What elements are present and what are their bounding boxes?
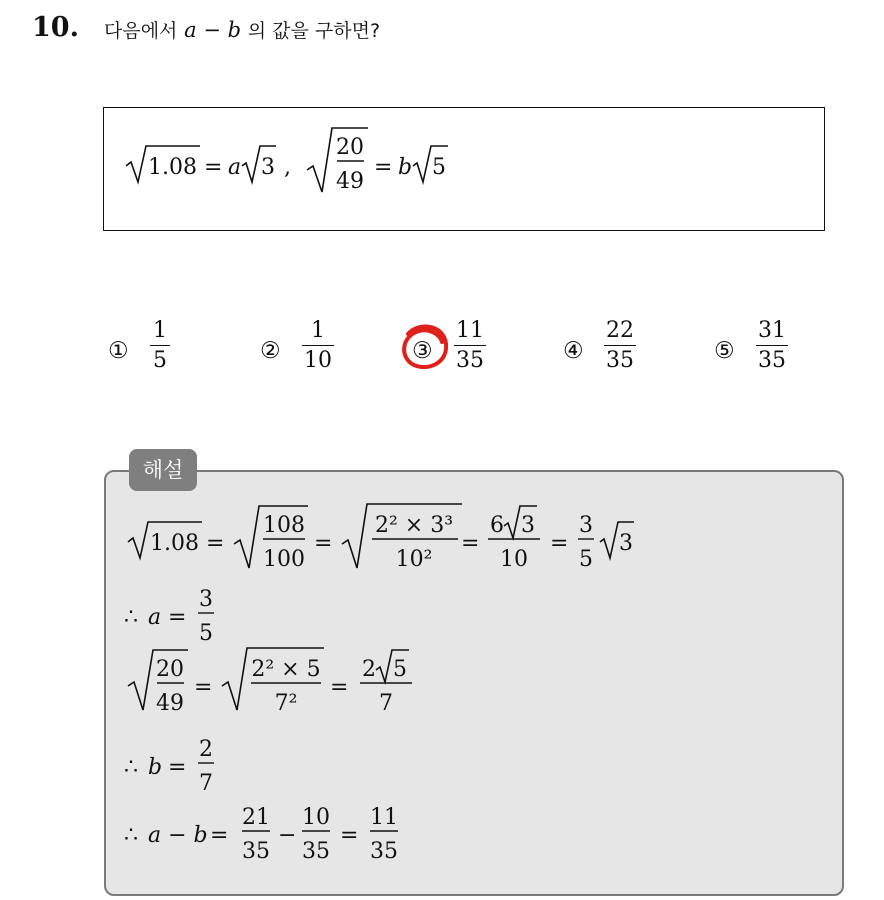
choice-1-fraction: [150, 318, 170, 373]
expl-l1-f3-den: 10: [500, 547, 528, 572]
expl-l1-f2-den: 10²: [395, 547, 433, 572]
expl-l2-therefore: ∴: [124, 605, 138, 630]
choice-2[interactable]: [260, 338, 281, 364]
expl-l3-f2-den: 7²: [274, 691, 298, 716]
expl-l1-f2-num: 2² × 3³: [374, 513, 454, 538]
choice-4-marker: ④: [563, 338, 584, 364]
expl-l2-num: 3: [199, 587, 213, 612]
expl-l5-f2-den: 35: [302, 839, 330, 864]
given-eq2-rad: 5: [432, 155, 446, 180]
expl-l4-den: 7: [199, 771, 213, 796]
question-var-b: b: [227, 18, 242, 42]
choice-5-numerator: 31: [758, 318, 786, 343]
expl-l5-f3-den: 35: [370, 839, 398, 864]
svg-text:=: =: [461, 531, 480, 556]
given-eq2-den: 49: [336, 169, 364, 194]
given-eq1-radicand: 1.08: [148, 155, 197, 180]
given-equations: [104, 108, 824, 230]
expl-l3-f3-den: 7: [379, 691, 393, 716]
svg-text:=: =: [206, 531, 225, 556]
expl-l4-var: b: [148, 755, 163, 780]
expl-l4-therefore: ∴: [124, 755, 138, 780]
given-eq1-var: a: [228, 155, 242, 180]
choice-3[interactable]: [412, 338, 433, 364]
choice-5-fraction: [756, 318, 788, 373]
svg-text:=: =: [168, 755, 187, 780]
svg-text:=: =: [210, 823, 229, 848]
choice-1-numerator: 1: [153, 318, 167, 343]
question-var-a: a: [184, 18, 197, 42]
choice-4[interactable]: [563, 338, 584, 364]
expl-l5-f3-num: 11: [370, 805, 398, 830]
svg-text:=: =: [204, 155, 223, 180]
question-minus: −: [203, 18, 221, 42]
expl-l3-f2-num: 2² × 5: [251, 657, 321, 682]
choice-1-denominator: 5: [153, 348, 167, 374]
expl-l3-f3-coef: 2: [362, 657, 376, 682]
choice-3-marker: ③: [412, 338, 433, 364]
expl-l1-f4-den: 5: [579, 547, 593, 572]
svg-text:−: −: [278, 823, 297, 848]
explanation-panel: [104, 470, 844, 896]
expl-l1-f3-rad: 3: [521, 513, 535, 538]
given-conditions-box: [103, 107, 825, 231]
expl-l4-num: 2: [199, 737, 213, 762]
expl-l1-f4-num: 3: [579, 513, 593, 538]
choice-2-numerator: 1: [311, 318, 325, 343]
svg-text:=: =: [194, 675, 213, 700]
expl-l3-f3-rad: 5: [393, 657, 407, 682]
explanation-math: [106, 472, 842, 894]
choice-5[interactable]: [714, 338, 735, 364]
expl-l2-var: a: [148, 605, 162, 630]
expl-l5-f1-den: 35: [242, 839, 270, 864]
svg-text:=: =: [550, 531, 569, 556]
question-number: 10.: [32, 12, 79, 43]
expl-l3-f1-den: 49: [156, 691, 184, 716]
choice-4-fraction: [604, 318, 636, 373]
expl-l5-f1-num: 21: [242, 805, 270, 830]
choice-3-numerator: 11: [456, 318, 484, 343]
given-separator: ,: [284, 155, 291, 180]
expl-l1-f1-den: 100: [263, 547, 305, 572]
question-text-before: 다음에서: [104, 20, 178, 42]
expl-l1-rad1: 1.08: [150, 531, 199, 556]
explanation-label-tab: 해설: [129, 449, 197, 491]
expl-l5-therefore: ∴: [124, 823, 138, 848]
expl-l1-f1-num: 108: [263, 513, 305, 538]
choice-5-denominator: 35: [758, 348, 786, 374]
expl-l5-f2-num: 10: [302, 805, 330, 830]
choice-5-marker: ⑤: [714, 338, 735, 364]
given-eq1-rad: 3: [261, 155, 275, 180]
choice-4-numerator: 22: [606, 318, 634, 343]
svg-text:=: =: [330, 675, 349, 700]
choice-4-denominator: 35: [606, 348, 634, 374]
svg-text:=: =: [168, 605, 187, 630]
expl-l5-lhs: a − b: [148, 823, 208, 848]
given-eq2-num: 20: [336, 135, 364, 160]
svg-text:=: =: [340, 823, 359, 848]
expl-l1-f3-coef: 6: [490, 513, 504, 538]
choice-1[interactable]: [108, 338, 129, 364]
svg-text:=: =: [314, 531, 333, 556]
svg-text:=: =: [374, 155, 393, 180]
expl-l3-f1-num: 20: [156, 657, 184, 682]
expl-l1-tail-rad: 3: [619, 531, 633, 556]
choice-2-marker: ②: [260, 338, 281, 364]
question-text: [104, 16, 380, 43]
given-eq2-var: b: [398, 155, 413, 180]
choice-2-fraction: [302, 318, 334, 373]
choice-2-denominator: 10: [304, 348, 332, 374]
choice-3-denominator: 35: [456, 348, 484, 374]
choice-3-fraction: [454, 318, 486, 373]
choice-1-marker: ①: [108, 338, 129, 364]
expl-l2-den: 5: [199, 621, 213, 646]
question-text-after: 의 값을 구하면?: [247, 20, 381, 42]
